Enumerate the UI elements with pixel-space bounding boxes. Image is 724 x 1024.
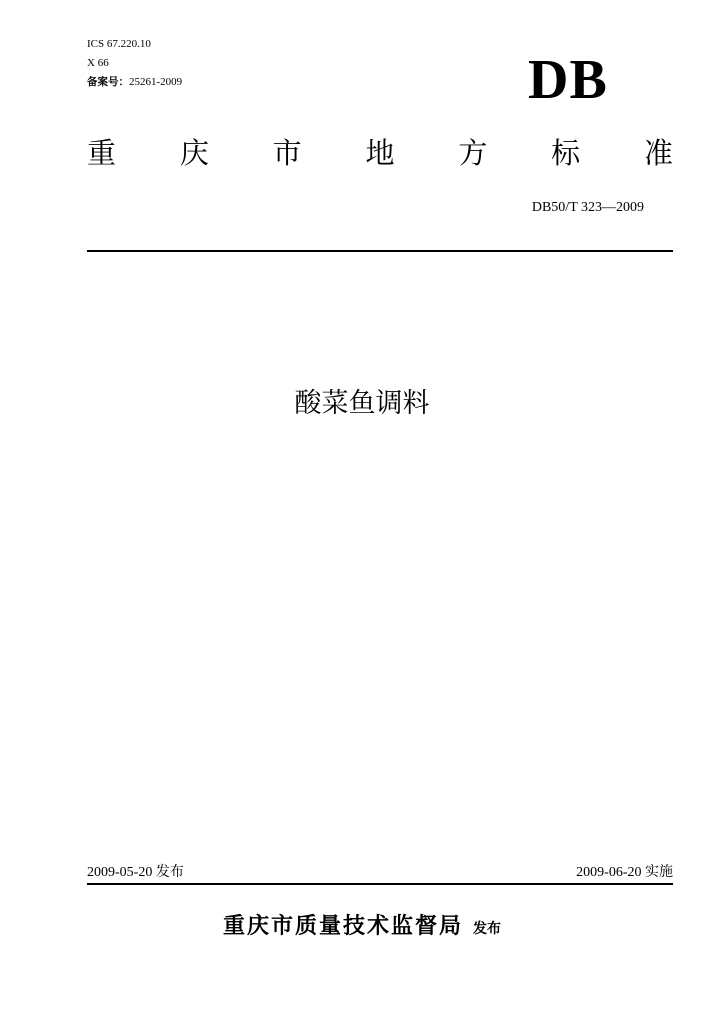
standard-number: DB50/T 323—2009: [531, 200, 644, 215]
filing-record: [87, 76, 182, 89]
standard-type-char: 地: [365, 136, 395, 170]
document-title: 酸菜鱼调料: [294, 388, 430, 419]
db-logo: DB: [528, 49, 608, 111]
publish-date-line: [87, 863, 184, 882]
filing-label: 备案号：: [87, 76, 129, 88]
classification-code: X 66: [87, 57, 109, 69]
standard-type-char: 方: [458, 136, 488, 170]
standard-type-heading: [87, 136, 673, 170]
bottom-divider: [87, 883, 673, 885]
issuing-authority: 重庆市质量技术监督局: [222, 914, 463, 939]
ics-code: ICS 67.220.10: [87, 38, 151, 50]
standard-type-char: 重: [87, 136, 117, 170]
publish-date: 2009-05-20: [87, 865, 153, 880]
standard-type-char: 庆: [179, 136, 209, 170]
filing-number: 25261-2009: [129, 76, 183, 88]
implement-label: 实施: [645, 864, 673, 880]
standard-type-char: 市: [272, 136, 302, 170]
standard-type-char: 标: [551, 136, 581, 170]
implement-date-line: [576, 863, 673, 882]
footer: [0, 912, 724, 944]
publish-label: 发布: [155, 864, 184, 880]
implement-date: 2009-06-20: [576, 865, 642, 880]
issue-label: 发布: [473, 921, 501, 937]
top-divider: [87, 250, 673, 252]
standard-type-char: 准: [643, 136, 673, 170]
